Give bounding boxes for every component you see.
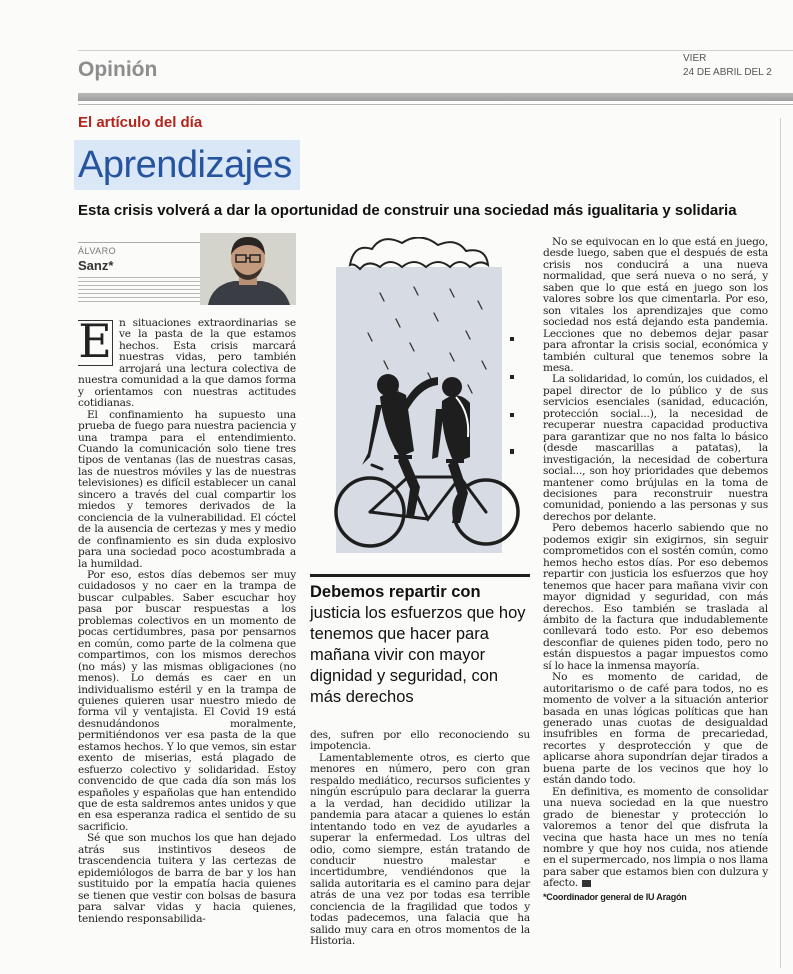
column-3 xyxy=(543,237,768,903)
end-mark-icon xyxy=(582,880,591,887)
column-2 xyxy=(310,730,530,948)
author-footnote: *Coordinador general de IU Aragón xyxy=(543,891,687,902)
dateline-day: VIER xyxy=(683,53,707,64)
paragraph-11-text: En definitiva, es momento de consolidar una nueva sociedad en la que nuestro grado de bienestar y protección lo valoremos a tenor del que disfruta la vecina que hasta hace un mes no tenía nombre y que hoy nos cuida, nos atiende en el supermercado, nos limpia o nos llama para saber que estamos bien con dulzura y afecto. xyxy=(543,785,768,890)
paragraph-7: No se equivocan en lo que está en juego, desde luego, saben que el después de esta crisis nos conducirá a una nueva normalidad, que será nueva o no será, y saben que lo que está en juego son los valores sobre los que cimentarla. Por eso, son vitales los aprendizajes que como sociedad nos está dejando esta pandemia. Lecciones que no debemos dejar pasar para afrontar la crisis social, económica y también cultural que tenemos sobre la mesa. xyxy=(543,236,768,374)
illustrator-signature xyxy=(510,337,514,454)
author-photo xyxy=(200,233,296,305)
header-rule xyxy=(78,104,793,105)
kicker: El artículo del día xyxy=(78,114,203,131)
author-first-name: ÁLVARO xyxy=(78,246,117,256)
pullquote xyxy=(310,582,532,708)
subheadline: Esta crisis volverá a dar la oportunidad de construir una sociedad más igualitaria y solidaria xyxy=(78,202,737,219)
dateline xyxy=(683,52,793,80)
paragraph-6: Lamentablemente otros, es cierto que menores en número, pero con gran respaldo mediático, recursos suficientes y ningún escrúpulo para declarar la guerra a la verdad, han decidido utilizar la pandemia para atacar a quienes lo están intentando todo en vez de ayudarles a superar la enfermedad. Los ultras del odio, como siempre, están tratando de conducir nuestro malestar e incertidumbre, vendiéndonos que la salida autoritaria es el camino para dejar atrás de una vez por todas esa terrible conciencia de la fragilidad que todos y todas padecemos, una falacia que ha salido muy cara en otros momentos de la Historia. xyxy=(310,751,530,948)
paragraph-11 xyxy=(543,787,768,890)
headline: Aprendizajes xyxy=(74,140,300,190)
header-bar xyxy=(78,93,793,101)
dateline-date: 24 DE ABRIL DEL 2 xyxy=(683,67,772,78)
paragraph-5: des, sufren por ello reconociendo su impotencia. xyxy=(310,729,530,753)
paragraph-8: La solidaridad, lo común, los cuidados, el papel director de lo público y de sus servicios esenciales (sanidad, educación, protección social...), la necesidad de recuperar nuestra capacidad productiva para garantizar que no nos falta lo básico (desde mascarillas a patatas), la investigación, la necesidad de cobertura social..., son hoy prioridades que debemos mantener como brújulas en la toma de decisiones para reconstruir nuestra comunidad, poniendo a las personas y sus derechos por delante. xyxy=(543,373,768,523)
pullquote-rule xyxy=(310,574,530,577)
column-divider xyxy=(780,118,781,968)
illustration xyxy=(310,237,530,555)
paragraph-2: El confinamiento ha supuesto una prueba de fuego para nuestra paciencia y una trampa para el entendimiento. Cuando la comunicación solo tiene tres tipos de ventanas (las de nuestras casas, las de nuestros móviles y las de nuestras televisiones) es difícil establecer un canal sincero a través del cual compartir los miedos y temores derivados de la conciencia de la vulnerabilidad. El cóctel de la ausencia de certezas y mes y medio de confinamiento es sin duda explosivo para una sociedad poco acostumbrada a la humildad. xyxy=(78,408,296,570)
drop-cap: E xyxy=(78,314,112,368)
column-1 xyxy=(78,314,296,925)
paragraph-3: Por eso, estos días debemos ser muy cuidadosos y no caer en la trampa de buscar culpables. Saber escuchar hoy pasa por buscar respuestas a los problemas colectivos en un momento de pocas certidumbres, pasa por pensarnos en común, como parte de la colmena que compartimos, con los mismos derechos (no más) y las mismas obligaciones (no menos). Lo demás es caer en un individualismo estéril y en la trampa de quienes quieren usar nuestro miedo de forma vil y ventajista. El Covid 19 está desnudándonos moralmente, permitiéndonos ver esa pasta de la que estamos hechos. Y lo que vemos, sin estar exento de miserias, está plagado de esfuerzo colectivo y solidaridad. Estoy convencido de que cada día son más los españoles y españolas que han entendido que de esta saldremos antes unidos y que en esa esperanza radica el sentido de su sacrificio. xyxy=(78,568,296,833)
paragraph-10: No es momento de caridad, de autoritarismo o de café para todos, no es momento de volver a la situación anterior basada en unas lógicas políticas que han generado unas cuotas de desigualdad insufribles en forma de precariedad, recortes y desprotección y que de aplicarse ahora supondrían dejar tirados a buena parte de los vecinos que hoy lo están dando todo. xyxy=(543,671,768,787)
pullquote-text: justicia los esfuerzos que hoy tenemos que hacer para mañana vivir con mayor dignidad y seguridad, con más derechos xyxy=(310,604,526,706)
paragraph-4: Sé que son muchos los que han dejado atrás sus instintivos deseos de trascendencia tuitera y las certezas de epidemiólogos de barra de bar y los han sustituido por la empatía hacia quienes se tienen que vestir con bolsas de basura para salvar vidas y hacia quienes, teniendo responsabilida- xyxy=(78,832,296,925)
section-label: Opinión xyxy=(78,58,158,81)
paragraph-1 xyxy=(78,314,296,410)
author-last-name: Sanz* xyxy=(78,258,114,273)
paragraph-9: Pero debemos hacerlo sabiendo que no podemos exigir sin exigirnos, sin seguir comprometidos con el sostén común, como hemos hecho estos días. Por eso debemos repartir con justicia los esfuerzos que hoy tenemos que hacer para mañana vivir con mayor dignidad y seguridad, con más derechos. Eso también se traslada al ámbito de la factura que indudablemente conllevará todo esto. Por eso debemos desconfiar de quienes piden todo, pero no están dispuestos a pagar impuestos como sí lo hace la inmensa mayoría. xyxy=(543,522,768,672)
pullquote-bold: Debemos repartir con xyxy=(310,583,481,601)
top-rule xyxy=(78,50,793,51)
author-hatch xyxy=(78,276,208,302)
paragraph-1-text: n situaciones extraordinarias se ve la pasta de la que estamos hechos. Esta crisis marcará nuestras vidas, pero también arrojará una lectura colectiva de nuestra comunidad a la que damos forma y orientamos con nuestras actitudes cotidianas. xyxy=(78,317,296,410)
